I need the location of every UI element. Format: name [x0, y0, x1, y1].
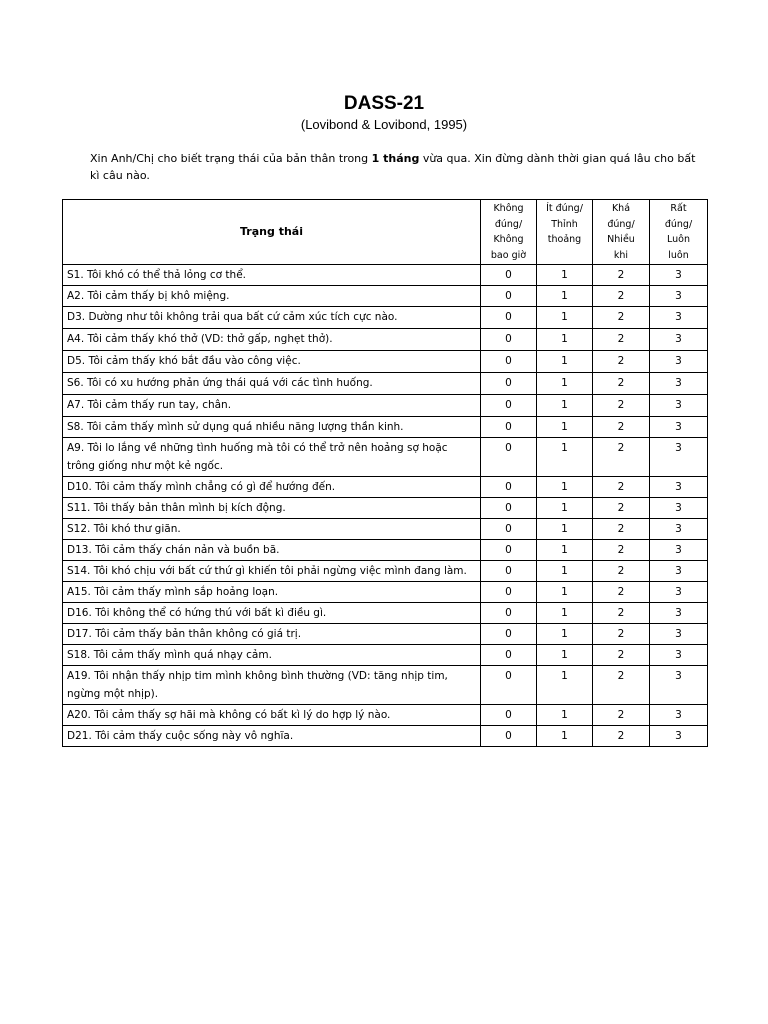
- table-row: [63, 666, 708, 705]
- score-cell-2[interactable]: 2: [593, 373, 650, 395]
- table-row: [63, 540, 708, 561]
- table-row: [63, 561, 708, 582]
- score-cell-2[interactable]: 2: [593, 582, 650, 603]
- score-cell-1[interactable]: 1: [537, 540, 593, 561]
- option-header-3: Rất đúng/ Luôn luôn: [650, 200, 708, 265]
- score-cell-0[interactable]: 0: [481, 438, 537, 477]
- state-column-header: Trạng thái: [63, 200, 481, 265]
- score-cell-2[interactable]: 2: [593, 666, 650, 705]
- table-row: [63, 417, 708, 438]
- score-cell-3[interactable]: 3: [650, 477, 708, 498]
- table-row: [63, 265, 708, 286]
- score-cell-3[interactable]: 3: [650, 561, 708, 582]
- citation-subtitle: (Lovibond & Lovibond, 1995): [300, 117, 468, 132]
- score-cell-2[interactable]: 2: [593, 561, 650, 582]
- score-cell-0[interactable]: 0: [481, 645, 537, 666]
- score-cell-0[interactable]: 0: [481, 351, 537, 373]
- score-cell-0[interactable]: 0: [481, 265, 537, 286]
- score-cell-0[interactable]: 0: [481, 477, 537, 498]
- score-cell-0[interactable]: 0: [481, 519, 537, 540]
- score-cell-3[interactable]: 3: [650, 582, 708, 603]
- item-statement: S1. Tôi khó có thể thả lỏng cơ thể.: [63, 265, 481, 286]
- score-cell-2[interactable]: 2: [593, 286, 650, 307]
- score-cell-0[interactable]: 0: [481, 582, 537, 603]
- score-cell-0[interactable]: 0: [481, 498, 537, 519]
- score-cell-1[interactable]: 1: [537, 373, 593, 395]
- score-cell-2[interactable]: 2: [593, 540, 650, 561]
- table-row: [63, 477, 708, 498]
- score-cell-0[interactable]: 0: [481, 603, 537, 624]
- score-cell-3[interactable]: 3: [650, 307, 708, 329]
- score-cell-1[interactable]: 1: [537, 624, 593, 645]
- score-cell-2[interactable]: 2: [593, 329, 650, 351]
- score-cell-3[interactable]: 3: [650, 373, 708, 395]
- table-row: [63, 286, 708, 307]
- score-cell-0[interactable]: 0: [481, 561, 537, 582]
- score-cell-1[interactable]: 1: [537, 666, 593, 705]
- item-statement: D13. Tôi cảm thấy chán nản và buồn bã.: [63, 540, 481, 561]
- score-cell-2[interactable]: 2: [593, 498, 650, 519]
- score-cell-0[interactable]: 0: [481, 286, 537, 307]
- table-row: [63, 624, 708, 645]
- score-cell-3[interactable]: 3: [650, 498, 708, 519]
- instructions-text-start: Xin Anh/Chị cho biết trạng thái của bản thân trong: [90, 152, 372, 165]
- score-cell-2[interactable]: 2: [593, 624, 650, 645]
- score-cell-1[interactable]: 1: [537, 395, 593, 417]
- table-row: [63, 645, 708, 666]
- score-cell-3[interactable]: 3: [650, 705, 708, 726]
- score-cell-1[interactable]: 1: [537, 726, 593, 747]
- score-cell-2[interactable]: 2: [593, 477, 650, 498]
- item-statement: A20. Tôi cảm thấy sợ hãi mà không có bất kì lý do hợp lý nào.: [63, 705, 481, 726]
- item-statement: D21. Tôi cảm thấy cuộc sống này vô nghĩa.: [63, 726, 481, 747]
- score-cell-3[interactable]: 3: [650, 645, 708, 666]
- score-cell-1[interactable]: 1: [537, 498, 593, 519]
- instructions-paragraph: [90, 150, 700, 184]
- score-cell-0[interactable]: 0: [481, 395, 537, 417]
- score-cell-0[interactable]: 0: [481, 726, 537, 747]
- score-cell-2[interactable]: 2: [593, 351, 650, 373]
- score-cell-3[interactable]: 3: [650, 329, 708, 351]
- table-header-row: [63, 200, 708, 265]
- score-cell-1[interactable]: 1: [537, 329, 593, 351]
- table-row: [63, 705, 708, 726]
- item-statement: S8. Tôi cảm thấy mình sử dụng quá nhiều năng lượng thần kinh.: [63, 417, 481, 438]
- score-cell-3[interactable]: 3: [650, 666, 708, 705]
- item-statement: D10. Tôi cảm thấy mình chẳng có gì để hướng đến.: [63, 477, 481, 498]
- instructions-text-end: vừa qua. Xin đừng dành thời gian quá lâu cho bất kì câu nào.: [90, 152, 696, 182]
- score-cell-0[interactable]: 0: [481, 307, 537, 329]
- item-statement: D3. Dường như tôi không trải qua bất cứ cảm xúc tích cực nào.: [63, 307, 481, 329]
- score-cell-1[interactable]: 1: [537, 603, 593, 624]
- score-cell-0[interactable]: 0: [481, 417, 537, 438]
- score-cell-1[interactable]: 1: [537, 438, 593, 477]
- score-cell-2[interactable]: 2: [593, 603, 650, 624]
- table-row: [63, 329, 708, 351]
- score-cell-3[interactable]: 3: [650, 519, 708, 540]
- score-cell-1[interactable]: 1: [537, 645, 593, 666]
- item-statement: A19. Tôi nhận thấy nhịp tim mình không bình thường (VD: tăng nhịp tim, ngừng một nhịp).: [63, 666, 481, 705]
- table-body: [63, 265, 708, 747]
- score-cell-0[interactable]: 0: [481, 624, 537, 645]
- score-cell-3[interactable]: 3: [650, 395, 708, 417]
- item-statement: S6. Tôi có xu hướng phản ứng thái quá với các tình huống.: [63, 373, 481, 395]
- table-row: [63, 373, 708, 395]
- score-cell-3[interactable]: 3: [650, 417, 708, 438]
- page-title: DASS-21: [343, 93, 425, 114]
- item-statement: A7. Tôi cảm thấy run tay, chân.: [63, 395, 481, 417]
- score-cell-1[interactable]: 1: [537, 417, 593, 438]
- table-row: [63, 726, 708, 747]
- item-statement: S14. Tôi khó chịu với bất cứ thứ gì khiến tôi phải ngừng việc mình đang làm.: [63, 561, 481, 582]
- option-header-2: Khá đúng/ Nhiều khi: [593, 200, 650, 265]
- score-cell-2[interactable]: 2: [593, 726, 650, 747]
- score-cell-1[interactable]: 1: [537, 307, 593, 329]
- item-statement: S18. Tôi cảm thấy mình quá nhạy cảm.: [63, 645, 481, 666]
- score-cell-2[interactable]: 2: [593, 645, 650, 666]
- score-cell-0[interactable]: 0: [481, 540, 537, 561]
- score-cell-0[interactable]: 0: [481, 705, 537, 726]
- score-cell-1[interactable]: 1: [537, 286, 593, 307]
- table-row: [63, 498, 708, 519]
- score-cell-1[interactable]: 1: [537, 351, 593, 373]
- score-cell-3[interactable]: 3: [650, 351, 708, 373]
- item-statement: A15. Tôi cảm thấy mình sắp hoảng loạn.: [63, 582, 481, 603]
- instructions-timeframe: 1 tháng: [371, 152, 420, 165]
- option-header-1: Ít đúng/ Thỉnh thoảng: [537, 200, 593, 265]
- score-cell-2[interactable]: 2: [593, 705, 650, 726]
- score-cell-3[interactable]: 3: [650, 438, 708, 477]
- table-row: [63, 603, 708, 624]
- score-cell-2[interactable]: 2: [593, 395, 650, 417]
- option-header-0: Không đúng/ Không bao giờ: [481, 200, 537, 265]
- score-cell-3[interactable]: 3: [650, 265, 708, 286]
- score-cell-2[interactable]: 2: [593, 307, 650, 329]
- score-cell-2[interactable]: 2: [593, 519, 650, 540]
- score-cell-2[interactable]: 2: [593, 417, 650, 438]
- score-cell-3[interactable]: 3: [650, 726, 708, 747]
- score-cell-2[interactable]: 2: [593, 265, 650, 286]
- item-statement: A9. Tôi lo lắng về những tình huống mà tôi có thể trở nên hoảng sợ hoặc trông giống như một kẻ ngốc.: [63, 438, 481, 477]
- score-cell-3[interactable]: 3: [650, 540, 708, 561]
- score-cell-3[interactable]: 3: [650, 624, 708, 645]
- table-row: [63, 307, 708, 329]
- table-row: [63, 519, 708, 540]
- item-statement: D16. Tôi không thể có hứng thú với bất kì điều gì.: [63, 603, 481, 624]
- dass-questionnaire-table: [62, 199, 708, 747]
- item-statement: S11. Tôi thấy bản thân mình bị kích động.: [63, 498, 481, 519]
- item-statement: A4. Tôi cảm thấy khó thở (VD: thở gấp, nghẹt thở).: [63, 329, 481, 351]
- item-statement: S12. Tôi khó thư giãn.: [63, 519, 481, 540]
- table-row: [63, 351, 708, 373]
- score-cell-1[interactable]: 1: [537, 582, 593, 603]
- table-row: [63, 582, 708, 603]
- score-cell-3[interactable]: 3: [650, 603, 708, 624]
- table-row: [63, 438, 708, 477]
- score-cell-0[interactable]: 0: [481, 666, 537, 705]
- score-cell-1[interactable]: 1: [537, 265, 593, 286]
- item-statement: D5. Tôi cảm thấy khó bắt đầu vào công việc.: [63, 351, 481, 373]
- score-cell-2[interactable]: 2: [593, 438, 650, 477]
- item-statement: D17. Tôi cảm thấy bản thân không có giá trị.: [63, 624, 481, 645]
- score-cell-1[interactable]: 1: [537, 561, 593, 582]
- score-cell-0[interactable]: 0: [481, 373, 537, 395]
- score-cell-1[interactable]: 1: [537, 519, 593, 540]
- score-cell-3[interactable]: 3: [650, 286, 708, 307]
- item-statement: A2. Tôi cảm thấy bị khô miệng.: [63, 286, 481, 307]
- score-cell-1[interactable]: 1: [537, 477, 593, 498]
- table-row: [63, 395, 708, 417]
- score-cell-0[interactable]: 0: [481, 329, 537, 351]
- score-cell-1[interactable]: 1: [537, 705, 593, 726]
